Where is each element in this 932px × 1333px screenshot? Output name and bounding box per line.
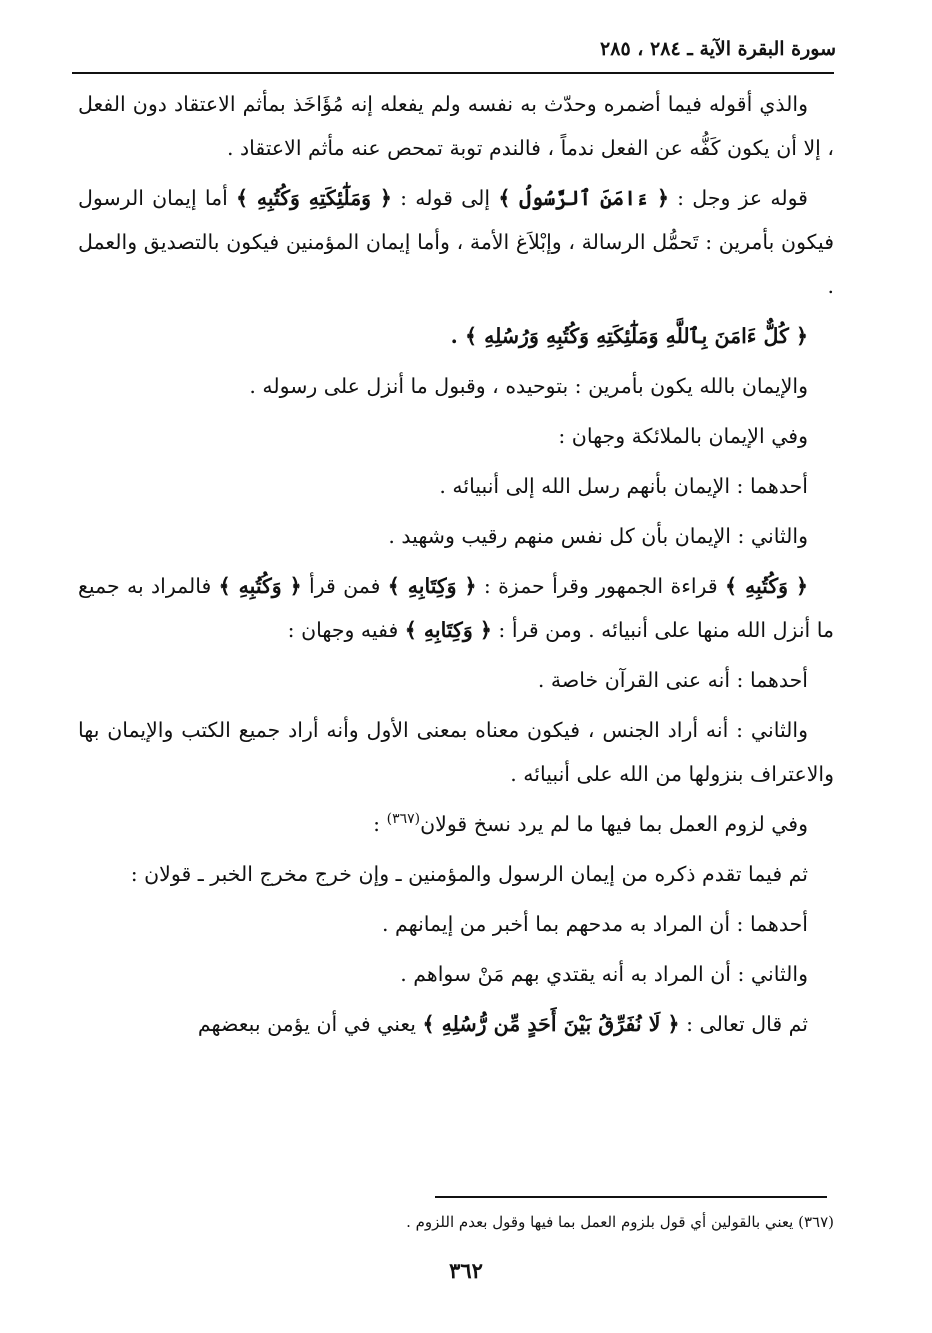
footnote-367: (٣٦٧) يعني بالقولين أي قول بلزوم العمل بما فيها وقول بعدم اللزوم .: [406, 1213, 834, 1231]
paragraph-text: والثاني : أن المراد به أنه يقتدي بهم مَنْ سواهم .: [400, 962, 808, 986]
paragraph-text: فمن قرأ: [301, 574, 388, 598]
text-paragraph: [78, 852, 834, 896]
text-paragraph: [78, 464, 834, 508]
main-text-body: [78, 82, 834, 1052]
quran-quote: ﴿ وَكِتَابِهِ ﴾: [387, 574, 477, 598]
header-divider: [72, 72, 834, 74]
quran-quote: ﴿ وَكُتُبِهِ ﴾: [218, 574, 302, 598]
text-paragraph: [78, 902, 834, 946]
footnote-reference: (٣٦٧): [386, 811, 421, 828]
paragraph-text: والثاني : أنه أراد الجنس ، فيكون معناه بمعنى الأول وأنه أراد جميع الكتب والإيمان بها والاعتراف بنزولها من الله على أنبيائه .: [78, 718, 834, 786]
text-paragraph: [78, 364, 834, 408]
text-paragraph: [78, 82, 834, 170]
paragraph-text: ثم فيما تقدم ذكره من إيمان الرسول والمؤمنين ـ وإن خرج مخرج الخبر ـ قولان :: [130, 862, 808, 886]
paragraph-text: إلى قوله :: [391, 186, 499, 210]
page-number: ٣٦٢: [449, 1258, 483, 1283]
paragraph-text: وفي الإيمان بالملائكة وجهان :: [558, 424, 808, 448]
paragraph-text: :: [373, 812, 387, 836]
quran-verse-line: [78, 314, 834, 358]
paragraph-text: قراءة الجمهور وقرأ حمزة :: [476, 574, 725, 598]
footnote-divider: [435, 1196, 827, 1198]
text-paragraph: [78, 802, 834, 846]
paragraph-text: أما إيمان الرسول فيكون بأمرين : تَحمُّل الرسالة ، وإبْلاَغ الأمة ، وأما إيمان المؤمنين فيكون بالتصديق والعمل .: [78, 186, 834, 298]
paragraph-text: أحدهما : أنه عنى القرآن خاصة .: [537, 668, 808, 692]
paragraph-text: وفي لزوم العمل بما فيها ما لم يرد نسخ قولان: [420, 812, 808, 836]
paragraph-text: والإيمان بالله يكون بأمرين : بتوحيده ، وقبول ما أنزل على رسوله .: [249, 374, 808, 398]
paragraph-text: أحدهما : أن المراد به مدحهم بما أخبر من إيمانهم .: [381, 912, 808, 936]
paragraph-text: يعني في أن يؤمن ببعضهم: [197, 1012, 423, 1036]
running-header-title: سورة البقرة الآية ـ ٢٨٤ ، ٢٨٥: [600, 38, 836, 60]
text-paragraph: [78, 952, 834, 996]
quran-quote: ﴿ لَا نُفَرِّقُ بَيْنَ أَحَدٍ مِّن رُّسُلِهِ ﴾: [422, 1012, 680, 1036]
text-paragraph: [78, 1002, 834, 1046]
text-paragraph: [78, 514, 834, 558]
paragraph-text: فالمراد به جميع ما أنزل الله منها على أنبيائه . ومن قرأ :: [78, 574, 834, 642]
quran-quote: ﴿ ءَامَنَ ٱلرَّسُولُ ﴾: [498, 186, 669, 210]
text-paragraph: [78, 564, 834, 652]
paragraph-text: والذي أقوله فيما أضمره وحدّث به نفسه ولم يفعله إنه مُؤَاخَذ بمأثم الاعتقاد دون الفعل ، إلا أن يكون كَفُّه عن الفعل ندماً ، فالندم توبة تمحص عنه مأثم الاعتقاد .: [78, 92, 834, 160]
text-paragraph: [78, 414, 834, 458]
quran-quote: ﴿ وَمَلَٰٓئِكَتِهِ وَكُتُبِهِ ﴾: [236, 186, 392, 210]
paragraph-text: والثاني : الإيمان بأن كل نفس منهم رقيب وشهيد .: [388, 524, 808, 548]
quran-quote: ﴿ وَكُتُبِهِ ﴾: [725, 574, 808, 598]
text-paragraph: [78, 708, 834, 796]
paragraph-text: قوله عز وجل :: [668, 186, 808, 210]
quran-quote: ﴿ وَكِتَابِهِ ﴾: [404, 618, 492, 642]
paragraph-text: ففيه وجهان :: [287, 618, 405, 642]
paragraph-text: ثم قال تعالى :: [679, 1012, 808, 1036]
paragraph-text: .: [450, 324, 465, 348]
text-paragraph: [78, 658, 834, 702]
quran-quote: ﴿ كُلٌّ ءَامَنَ بِٱللَّهِ وَمَلَٰٓئِكَتِهِ وَكُتُبِهِ وَرُسُلِهِ ﴾: [464, 324, 808, 348]
text-paragraph: [78, 176, 834, 308]
paragraph-text: أحدهما : الإيمان بأنهم رسل الله إلى أنبيائه .: [439, 474, 808, 498]
